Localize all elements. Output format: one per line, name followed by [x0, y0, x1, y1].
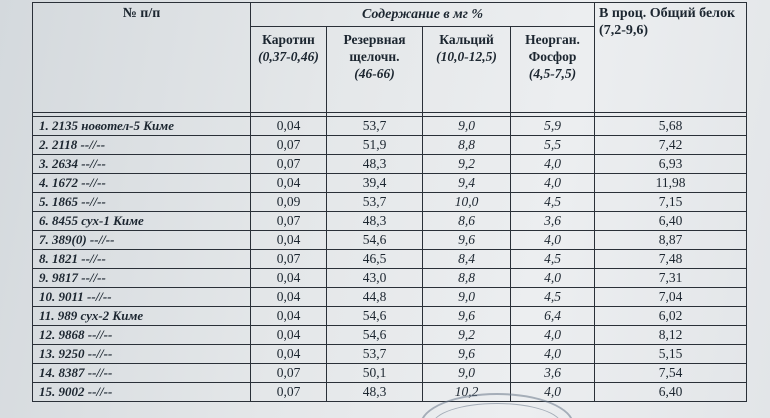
- cell-protein: 6,40: [595, 212, 747, 231]
- cell-carotene: 0,07: [251, 155, 327, 174]
- cell-phosphorus: 4,5: [511, 288, 595, 307]
- col-number-header: № п/п: [33, 3, 251, 113]
- phosphorus-header: Неорган. Фосфор (4,5-7,5): [511, 27, 595, 113]
- cell-carotene: 0,04: [251, 326, 327, 345]
- calcium-header: Кальций (10,0-12,5): [423, 27, 511, 113]
- cell-alkaline: 51,9: [327, 136, 423, 155]
- table-row: [33, 231, 747, 250]
- table-row: [33, 212, 747, 231]
- cell-protein: 7,31: [595, 269, 747, 288]
- cell-carotene: 0,04: [251, 231, 327, 250]
- cell-carotene: 0,07: [251, 364, 327, 383]
- cell-alkaline: 48,3: [327, 212, 423, 231]
- cell-label: 12. 9868 --//--: [33, 326, 251, 345]
- cell-carotene: 0,04: [251, 307, 327, 326]
- cell-label: 14. 8387 --//--: [33, 364, 251, 383]
- cell-phosphorus: 4,0: [511, 326, 595, 345]
- cell-label: 8. 1821 --//--: [33, 250, 251, 269]
- cell-alkaline: 44,8: [327, 288, 423, 307]
- cell-phosphorus: 4,0: [511, 269, 595, 288]
- cell-alkaline: 48,3: [327, 383, 423, 402]
- cell-protein: 8,12: [595, 326, 747, 345]
- cell-protein: 6,93: [595, 155, 747, 174]
- cell-calcium: 9,0: [423, 288, 511, 307]
- cell-carotene: 0,07: [251, 212, 327, 231]
- cell-phosphorus: 3,6: [511, 212, 595, 231]
- cell-label: 9. 9817 --//--: [33, 269, 251, 288]
- cell-phosphorus: 4,0: [511, 155, 595, 174]
- cell-phosphorus: 4,0: [511, 231, 595, 250]
- cell-calcium: 9,6: [423, 307, 511, 326]
- cell-alkaline: 39,4: [327, 174, 423, 193]
- cell-calcium: 9,2: [423, 326, 511, 345]
- cell-label: 13. 9250 --//--: [33, 345, 251, 364]
- table-row: [33, 269, 747, 288]
- cell-protein: 7,54: [595, 364, 747, 383]
- cell-alkaline: 53,7: [327, 193, 423, 212]
- cell-calcium: 9,0: [423, 117, 511, 136]
- cell-phosphorus: 6,4: [511, 307, 595, 326]
- cell-calcium: 9,0: [423, 364, 511, 383]
- table-row: [33, 383, 747, 402]
- cell-calcium: 8,8: [423, 269, 511, 288]
- cell-calcium: 9,2: [423, 155, 511, 174]
- cell-calcium: 10,0: [423, 193, 511, 212]
- cell-protein: 7,04: [595, 288, 747, 307]
- cell-phosphorus: 4,0: [511, 174, 595, 193]
- cell-protein: 6,40: [595, 383, 747, 402]
- cell-phosphorus: 5,9: [511, 117, 595, 136]
- cell-protein: 11,98: [595, 174, 747, 193]
- cell-alkaline: 54,6: [327, 326, 423, 345]
- cell-carotene: 0,04: [251, 117, 327, 136]
- cell-protein: 6,02: [595, 307, 747, 326]
- cell-phosphorus: 4,0: [511, 345, 595, 364]
- cell-phosphorus: 3,6: [511, 364, 595, 383]
- table-row: [33, 174, 747, 193]
- cell-protein: 7,15: [595, 193, 747, 212]
- cell-label: 4. 1672 --//--: [33, 174, 251, 193]
- cell-label: 5. 1865 --//--: [33, 193, 251, 212]
- cell-alkaline: 43,0: [327, 269, 423, 288]
- cell-protein: 7,48: [595, 250, 747, 269]
- cell-label: 2. 2118 --//--: [33, 136, 251, 155]
- alkaline-header: Резервная щелочн. (46-66): [327, 27, 423, 113]
- cell-calcium: 8,6: [423, 212, 511, 231]
- cell-calcium: 8,4: [423, 250, 511, 269]
- cell-phosphorus: 4,0: [511, 383, 595, 402]
- cell-carotene: 0,04: [251, 345, 327, 364]
- cell-phosphorus: 5,5: [511, 136, 595, 155]
- cell-protein: 5,15: [595, 345, 747, 364]
- table-row: [33, 288, 747, 307]
- cell-protein: 7,42: [595, 136, 747, 155]
- cell-calcium: 9,4: [423, 174, 511, 193]
- table-row: [33, 307, 747, 326]
- cell-carotene: 0,07: [251, 383, 327, 402]
- blood-analysis-table: [32, 2, 747, 402]
- cell-phosphorus: 4,5: [511, 250, 595, 269]
- cell-calcium: 8,8: [423, 136, 511, 155]
- table-row: [33, 345, 747, 364]
- table-row: [33, 250, 747, 269]
- carotene-header: Каротин (0,37-0,46): [251, 27, 327, 113]
- cell-protein: 8,87: [595, 231, 747, 250]
- cell-alkaline: 46,5: [327, 250, 423, 269]
- cell-calcium: 9,6: [423, 231, 511, 250]
- total-protein-header: В проц. Общий белок (7,2-9,6): [595, 3, 747, 113]
- cell-carotene: 0,04: [251, 174, 327, 193]
- cell-label: 6. 8455 сух-1 Киме: [33, 212, 251, 231]
- cell-label: 7. 389(0) --//--: [33, 231, 251, 250]
- cell-calcium: 9,6: [423, 345, 511, 364]
- cell-alkaline: 54,6: [327, 307, 423, 326]
- cell-label: 1. 2135 новотел-5 Киме: [33, 117, 251, 136]
- cell-label: 3. 2634 --//--: [33, 155, 251, 174]
- cell-carotene: 0,07: [251, 250, 327, 269]
- table-row: [33, 193, 747, 212]
- cell-carotene: 0,07: [251, 136, 327, 155]
- table-row: [33, 326, 747, 345]
- cell-carotene: 0,09: [251, 193, 327, 212]
- cell-calcium: 10,2: [423, 383, 511, 402]
- cell-label: 11. 989 сух-2 Киме: [33, 307, 251, 326]
- cell-alkaline: 50,1: [327, 364, 423, 383]
- table-body: [33, 117, 747, 402]
- cell-alkaline: 53,7: [327, 345, 423, 364]
- cell-alkaline: 48,3: [327, 155, 423, 174]
- cell-carotene: 0,04: [251, 288, 327, 307]
- cell-protein: 5,68: [595, 117, 747, 136]
- table-row: [33, 364, 747, 383]
- cell-label: 15. 9002 --//--: [33, 383, 251, 402]
- table-row: [33, 155, 747, 174]
- content-group-header: Содержание в мг %: [251, 3, 595, 27]
- cell-label: 10. 9011 --//--: [33, 288, 251, 307]
- cell-alkaline: 53,7: [327, 117, 423, 136]
- cell-carotene: 0,04: [251, 269, 327, 288]
- cell-phosphorus: 4,5: [511, 193, 595, 212]
- table-row: [33, 117, 747, 136]
- cell-alkaline: 54,6: [327, 231, 423, 250]
- table-row: [33, 136, 747, 155]
